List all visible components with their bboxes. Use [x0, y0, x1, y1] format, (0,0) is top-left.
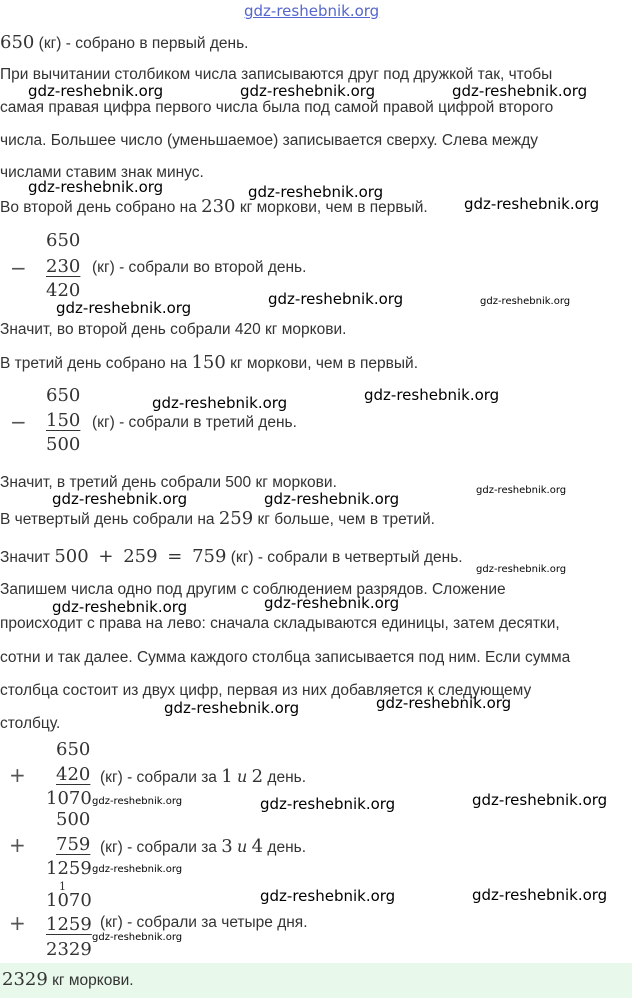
add2-addend-2: 759	[56, 834, 91, 855]
add2-day-b: 4	[251, 836, 264, 857]
add3-caption: (кг) - собрали за четыре дня.	[100, 914, 308, 931]
watermark: gdz-reshebnik.org	[260, 795, 396, 813]
conclusion-day2: Значит, во второй день собрали 420 кг моркови.	[0, 321, 347, 338]
add1-caption	[100, 766, 306, 787]
add2-caption-post: день.	[263, 839, 307, 856]
answer-line	[2, 969, 134, 990]
watermark: gdz-reshebnik.org	[472, 886, 608, 904]
add2-sum: 1259	[46, 858, 92, 879]
day4-calc-post: (кг) - собрали в четвертый день.	[226, 549, 463, 566]
add3-sum: 2329	[46, 939, 92, 960]
answer-box	[0, 963, 632, 998]
watermark: gdz-reshebnik.org	[92, 932, 183, 943]
watermark: gdz-reshebnik.org	[28, 178, 164, 196]
rule-add-line-2: происходит с права на лево: сначала складываются единицы, затем десятки,	[0, 615, 560, 632]
rule-add-line-5: столбцу.	[0, 715, 61, 732]
watermark: gdz-reshebnik.org	[152, 394, 288, 412]
day3-amount: 150	[191, 352, 226, 373]
day3-line	[0, 352, 418, 373]
answer-amount: 2329	[2, 969, 48, 990]
rule-add-line-1: Запишем числа одно под другим с соблюдением разрядов. Сложение	[0, 581, 506, 598]
day4-calc-expression: 500 + 259 = 759	[54, 546, 227, 567]
watermark: gdz-reshebnik.org	[268, 290, 404, 308]
add3-addend-1: 1070	[46, 890, 92, 911]
sub2-result: 500	[46, 434, 81, 455]
sub2-subtrahend: 150	[46, 410, 81, 431]
day3-post: кг моркови, чем в первый.	[225, 355, 418, 372]
rule-sub-line-4: числами ставим знак минус.	[0, 164, 204, 181]
add3-carry-digit: 1	[59, 880, 66, 893]
add1-sum: 1070	[46, 788, 92, 809]
sub1-caption: (кг) - собрали во второй день.	[92, 259, 307, 276]
watermark: gdz-reshebnik.org	[452, 82, 588, 100]
watermark: gdz-reshebnik.org	[264, 490, 400, 508]
add2-caption	[100, 836, 306, 857]
add1-and: и	[237, 767, 248, 786]
add1-day-a: 1	[221, 766, 233, 787]
rule-add-line-4: столбца состоит из двух цифр, первая из них добавляется к следующему	[0, 682, 532, 699]
day3-pre: В третий день собрано на	[0, 355, 192, 372]
watermark: gdz-reshebnik.org	[52, 490, 188, 508]
conclusion-day3: Значит, в третий день собрали 500 кг моркови.	[0, 474, 337, 491]
day4-pre: В четвертый день собрали на	[0, 511, 219, 528]
sub1-minus-sign: −	[10, 256, 27, 280]
rule-sub-line-1: При вычитании столбиком числа записываются друг под дружкой так, чтобы	[0, 66, 553, 83]
watermark: gdz-reshebnik.org	[52, 598, 188, 616]
day2-post: кг моркови, чем в первый.	[235, 199, 428, 216]
site-header-link[interactable]: gdz-reshebnik.org	[244, 2, 380, 20]
watermark: gdz-reshebnik.org	[472, 791, 608, 809]
add1-addend-1: 650	[56, 739, 91, 760]
watermark: gdz-reshebnik.org	[464, 195, 600, 213]
day2-amount: 230	[201, 196, 236, 217]
watermark: gdz-reshebnik.org	[376, 694, 512, 712]
watermark: gdz-reshebnik.org	[164, 699, 300, 717]
add1-caption-post: день.	[263, 769, 307, 786]
watermark: gdz-reshebnik.org	[240, 82, 376, 100]
add2-addend-1: 500	[56, 809, 91, 830]
watermark: gdz-reshebnik.org	[476, 485, 567, 496]
first-day-line	[0, 32, 248, 53]
add1-plus-sign: +	[9, 763, 26, 787]
day2-pre: Во второй день собрано на	[0, 199, 202, 216]
add1-addend-2: 420	[56, 764, 91, 785]
sub2-minuend: 650	[46, 385, 81, 406]
day4-calc-pre: Значит	[0, 549, 55, 566]
watermark: gdz-reshebnik.org	[92, 864, 183, 875]
rule-sub-line-3: числа. Большее число (уменьшаемое) записывается сверху. Слева между	[0, 132, 539, 149]
sub1-result: 420	[46, 280, 81, 301]
watermark: gdz-reshebnik.org	[248, 183, 384, 201]
sub1-subtrahend: 230	[46, 256, 81, 277]
watermark: gdz-reshebnik.org	[92, 796, 183, 807]
watermark: gdz-reshebnik.org	[56, 299, 192, 317]
watermark: gdz-reshebnik.org	[28, 82, 164, 100]
day4-amount: 259	[218, 508, 254, 529]
add1-day-b: 2	[251, 766, 264, 787]
watermark: gdz-reshebnik.org	[260, 887, 396, 905]
sub1-minuend: 650	[46, 230, 81, 251]
first-day-text: (кг) - собрано в первый день.	[34, 35, 249, 52]
add2-caption-pre: (кг) - собрали за	[100, 839, 222, 856]
watermark: gdz-reshebnik.org	[480, 296, 571, 307]
day4-line	[0, 508, 435, 529]
add3-addend-2: 1259	[46, 914, 92, 935]
sub2-minus-sign: −	[10, 410, 27, 434]
add2-and: и	[237, 837, 248, 856]
add1-caption-pre: (кг) - собрали за	[100, 769, 222, 786]
rule-sub-line-2: самая правая цифра первого числа была под самой правой цифрой второго	[0, 99, 554, 116]
day4-calc-line	[0, 546, 463, 567]
add2-plus-sign: +	[9, 833, 26, 857]
watermark: gdz-reshebnik.org	[364, 386, 500, 404]
watermark: gdz-reshebnik.org	[476, 564, 567, 575]
first-day-amount: 650	[0, 32, 35, 53]
day4-post: кг больше, чем в третий.	[253, 511, 435, 528]
answer-text: кг моркови.	[47, 972, 134, 989]
rule-add-line-3: сотни и так далее. Сумма каждого столбца записывается под ним. Если сумма	[0, 649, 571, 666]
add2-day-a: 3	[221, 836, 233, 857]
sub2-caption: (кг) - собрали в третий день.	[92, 414, 297, 431]
watermark: gdz-reshebnik.org	[264, 594, 400, 612]
add3-plus-sign: +	[9, 911, 26, 935]
